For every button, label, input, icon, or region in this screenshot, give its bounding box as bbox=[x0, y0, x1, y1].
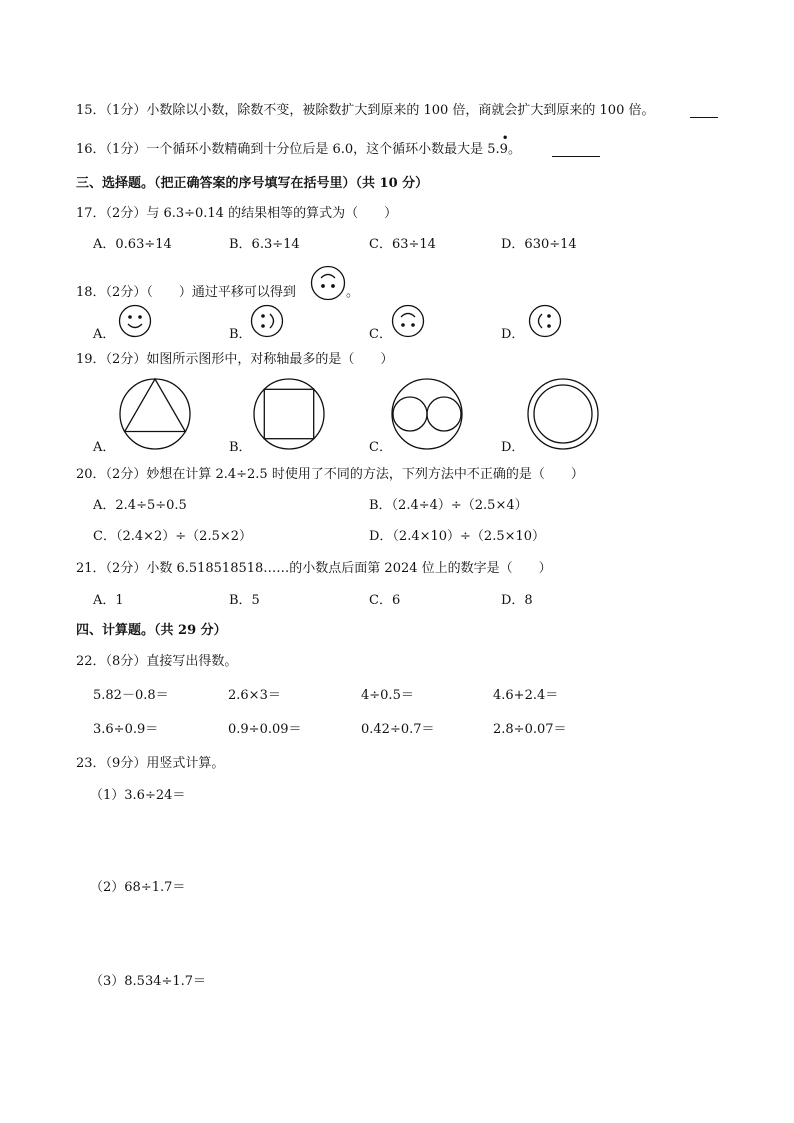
concentric-circles-figure[interactable] bbox=[527, 378, 599, 450]
q19-option-b[interactable]: B． bbox=[229, 440, 252, 455]
face-rotated-right-icon[interactable] bbox=[250, 304, 284, 338]
q21-option-c[interactable]: C．6 bbox=[369, 593, 401, 608]
calc-item: 4÷0.5＝ bbox=[361, 688, 414, 703]
q20-option-b[interactable]: B．（2.4÷4）÷（2.5×4） bbox=[369, 498, 528, 513]
circle-with-two-circles-figure[interactable] bbox=[391, 378, 463, 450]
answer-blank-15[interactable] bbox=[690, 103, 718, 118]
q17-option-b[interactable]: B．6.3÷14 bbox=[229, 237, 300, 252]
calc-item: 0.42÷0.7＝ bbox=[361, 722, 435, 737]
calc-item: 2.8÷0.07＝ bbox=[493, 722, 567, 737]
calc-item: 4.6+2.4＝ bbox=[493, 688, 559, 703]
calc-item: 5.82－0.8＝ bbox=[93, 688, 169, 703]
face-rotated-left-icon[interactable] bbox=[528, 304, 562, 338]
q18-option-c[interactable]: C． bbox=[369, 327, 392, 342]
q20-option-a[interactable]: A．2.4÷5÷0.5 bbox=[93, 498, 187, 513]
q19-option-c[interactable]: C． bbox=[369, 440, 392, 455]
target-face-icon bbox=[310, 265, 346, 301]
q18-option-b[interactable]: B． bbox=[229, 327, 252, 342]
q17-option-d[interactable]: D．630÷14 bbox=[501, 237, 577, 252]
repeat-dot: • bbox=[501, 131, 509, 145]
question-19-text: 19．（2分）如图所示图形中，对称轴最多的是（ ） bbox=[76, 352, 394, 367]
repeating-digit-value: 9 bbox=[499, 142, 508, 157]
question-18-tail: 。 bbox=[346, 285, 360, 300]
q19-option-a[interactable]: A． bbox=[93, 440, 116, 455]
q17-option-c[interactable]: C．63÷14 bbox=[369, 237, 436, 252]
question-22-text: 22．（8分）直接写出得数。 bbox=[76, 654, 238, 669]
question-15-text: 15．（1分）小数除以小数，除数不变，被除数扩大到原来的 100 倍，商就会扩大到原来的 100 倍。 bbox=[76, 103, 655, 118]
q21-option-a[interactable]: A．1 bbox=[93, 593, 124, 608]
smile-face-icon[interactable] bbox=[118, 304, 152, 338]
calc-item: 2.6×3＝ bbox=[228, 688, 281, 703]
q20-option-d[interactable]: D．（2.4×10）÷（2.5×10） bbox=[369, 529, 546, 544]
question-15 bbox=[76, 102, 654, 120]
q17-option-a[interactable]: A．0.63÷14 bbox=[93, 237, 172, 252]
face-flipped-icon[interactable] bbox=[391, 304, 425, 338]
calc-item: 0.9÷0.09＝ bbox=[228, 722, 302, 737]
question-20-text: 20．（2分）妙想在计算 2.4÷2.5 时使用了不同的方法，下列方法中不正确的是（ ） bbox=[76, 467, 584, 482]
q18-option-d[interactable]: D． bbox=[501, 327, 525, 342]
question-18-text: 18．（2分）（ ）通过平移可以得到 bbox=[76, 285, 296, 300]
q18-option-a[interactable]: A． bbox=[93, 327, 116, 342]
question-16-tail: 。 bbox=[507, 142, 521, 157]
question-17-text: 17．（2分）与 6.3÷0.14 的结果相等的算式为（ ） bbox=[76, 206, 398, 221]
q20-option-c[interactable]: C．（2.4×2）÷（2.5×2） bbox=[93, 529, 253, 544]
repeating-digit bbox=[499, 131, 509, 159]
circle-with-square-figure[interactable] bbox=[253, 378, 325, 450]
vertical-calc-item-1: （1）3.6÷24＝ bbox=[90, 788, 186, 803]
question-16-text: 16．（1分）一个循环小数精确到十分位后是 6.0，这个循环小数最大是 5. bbox=[76, 142, 500, 157]
vertical-calc-item-2: （2）68÷1.7＝ bbox=[90, 880, 186, 895]
section-3-title: 三、选择题。（把正确答案的序号填写在括号里）（共 10 分） bbox=[76, 176, 429, 191]
question-16 bbox=[76, 131, 521, 159]
question-21-text: 21．（2分）小数 6.518518518……的小数点后面第 2024 位上的数字是（ ） bbox=[76, 561, 552, 576]
section-4-title: 四、计算题。（共 29 分） bbox=[76, 623, 227, 638]
answer-blank-16[interactable] bbox=[552, 142, 600, 157]
vertical-calc-item-3: （3）8.534÷1.7＝ bbox=[90, 974, 207, 989]
q21-option-d[interactable]: D．8 bbox=[501, 593, 533, 608]
q21-option-b[interactable]: B．5 bbox=[229, 593, 260, 608]
calc-item: 3.6÷0.9＝ bbox=[93, 722, 159, 737]
question-23-text: 23．（9分）用竖式计算。 bbox=[76, 756, 225, 771]
circle-with-triangle-figure[interactable] bbox=[119, 378, 191, 450]
q19-option-d[interactable]: D． bbox=[501, 440, 525, 455]
